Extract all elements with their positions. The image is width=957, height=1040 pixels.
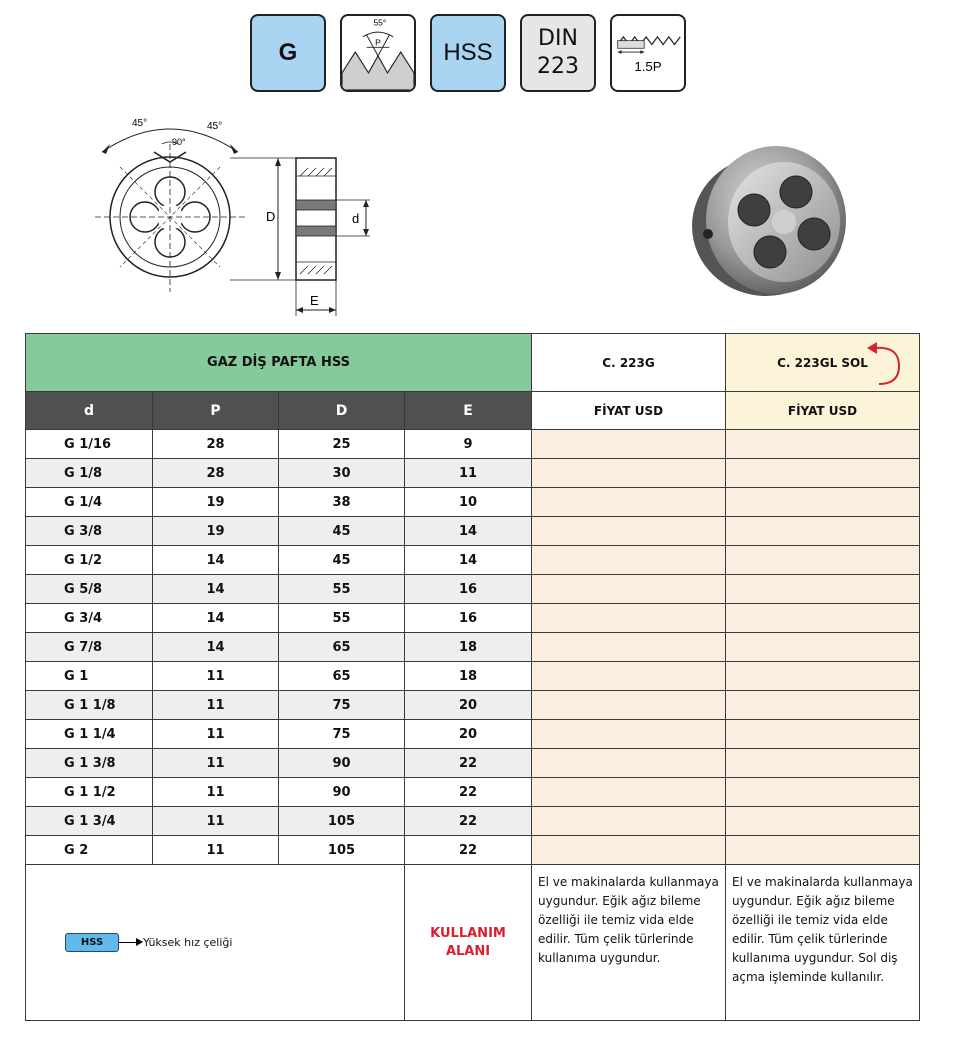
price-cell-1 — [532, 778, 726, 807]
table-row — [26, 430, 920, 459]
table-row — [26, 836, 920, 865]
cell-d: G 1 1/8 — [26, 691, 153, 720]
cell-p: 14 — [153, 604, 279, 633]
cell-e: 16 — [405, 575, 532, 604]
cell-e: 22 — [405, 836, 532, 865]
chamfer-icon — [612, 14, 684, 92]
angle-left-label: 45° — [132, 118, 148, 129]
price-cell-1 — [532, 517, 726, 546]
pitch-label: 1.5P — [634, 59, 662, 74]
table-row — [26, 517, 920, 546]
angle-top-label: 90° — [172, 137, 186, 147]
cell-d: G 1/2 — [26, 546, 153, 575]
col-header-p: P — [153, 392, 279, 430]
cell-D: 90 — [279, 749, 405, 778]
cell-D: 25 — [279, 430, 405, 459]
cell-d: G 1 1/2 — [26, 778, 153, 807]
price-cell-2 — [726, 604, 920, 633]
cell-p: 19 — [153, 517, 279, 546]
technical-drawing — [90, 114, 380, 319]
table-row — [26, 749, 920, 778]
table-row — [26, 691, 920, 720]
thread-profile-icon — [342, 14, 414, 92]
standard-line-2: 223 — [537, 54, 579, 79]
cell-D: 65 — [279, 633, 405, 662]
cell-D: 55 — [279, 604, 405, 633]
material-label: HSS — [443, 39, 493, 66]
hss-legend — [27, 933, 403, 952]
cell-p: 14 — [153, 633, 279, 662]
table-row — [26, 488, 920, 517]
cell-e: 14 — [405, 546, 532, 575]
table-row — [26, 662, 920, 691]
cell-p: 19 — [153, 488, 279, 517]
cell-D: 105 — [279, 836, 405, 865]
cell-d: G 1/8 — [26, 459, 153, 488]
cell-p: 14 — [153, 575, 279, 604]
cell-e: 22 — [405, 749, 532, 778]
cell-e: 11 — [405, 459, 532, 488]
price-cell-1 — [532, 546, 726, 575]
cell-e: 22 — [405, 807, 532, 836]
price-cell-1 — [532, 575, 726, 604]
usage-area-label — [405, 865, 532, 1021]
product-table — [25, 333, 920, 1021]
cell-d: G 1 — [26, 662, 153, 691]
table-row — [26, 575, 920, 604]
angle-text: 55° — [373, 17, 387, 28]
cell-e: 16 — [405, 604, 532, 633]
cell-d: G 1 1/4 — [26, 720, 153, 749]
cell-d: G 1/16 — [26, 430, 153, 459]
cell-e: 18 — [405, 633, 532, 662]
col-header-c223gl-label: C. 223GL SOL — [777, 355, 868, 370]
cell-e: 22 — [405, 778, 532, 807]
price-cell-1 — [532, 488, 726, 517]
right-arrow-icon — [119, 942, 141, 943]
col-header-D: D — [279, 392, 405, 430]
description-c223gl: El ve makinalarda kullanmaya uygundur. Eğik ağız bileme özelliği ile temiz vida elde edilir. Tüm çelik türlerinde kullanıma uygundur. Sol diş açma işleminde kullanılır. — [726, 865, 920, 1021]
left-rotation-arrow-icon — [861, 338, 905, 388]
cell-e: 9 — [405, 430, 532, 459]
footer-row — [26, 865, 920, 1021]
cell-D: 45 — [279, 546, 405, 575]
cell-d: G 5/8 — [26, 575, 153, 604]
cell-p: 28 — [153, 459, 279, 488]
price-cell-2 — [726, 430, 920, 459]
cell-e: 18 — [405, 662, 532, 691]
cell-D: 90 — [279, 778, 405, 807]
pitch-symbol: P — [375, 37, 381, 48]
price-cell-1 — [532, 807, 726, 836]
table-row — [26, 720, 920, 749]
price-cell-1 — [532, 430, 726, 459]
price-cell-2 — [726, 459, 920, 488]
thread-angle-badge — [340, 14, 416, 92]
col-header-c223gl — [726, 334, 920, 392]
cell-e: 10 — [405, 488, 532, 517]
table-row — [26, 778, 920, 807]
price-cell-1 — [532, 459, 726, 488]
price-cell-1 — [532, 720, 726, 749]
price-cell-1 — [532, 662, 726, 691]
cell-d: G 3/8 — [26, 517, 153, 546]
price-header-1: FİYAT USD — [532, 392, 726, 430]
cell-d: G 3/4 — [26, 604, 153, 633]
table-row — [26, 546, 920, 575]
cell-p: 11 — [153, 691, 279, 720]
price-cell-2 — [726, 662, 920, 691]
price-cell-1 — [532, 749, 726, 778]
table-row — [26, 807, 920, 836]
price-cell-2 — [726, 633, 920, 662]
cell-p: 11 — [153, 836, 279, 865]
cell-D: 38 — [279, 488, 405, 517]
price-cell-2 — [726, 691, 920, 720]
cell-p: 11 — [153, 778, 279, 807]
table-row — [26, 459, 920, 488]
price-cell-2 — [726, 807, 920, 836]
price-header-2: FİYAT USD — [726, 392, 920, 430]
cell-D: 30 — [279, 459, 405, 488]
cell-d: G 1 3/4 — [26, 807, 153, 836]
cell-D: 45 — [279, 517, 405, 546]
cell-D: 75 — [279, 691, 405, 720]
price-cell-1 — [532, 836, 726, 865]
col-header-c223g: C. 223G — [532, 334, 726, 392]
price-cell-2 — [726, 778, 920, 807]
cell-D: 65 — [279, 662, 405, 691]
price-cell-1 — [532, 604, 726, 633]
material-badge — [430, 14, 506, 92]
table-row — [26, 604, 920, 633]
col-header-d: d — [26, 392, 153, 430]
cell-e: 14 — [405, 517, 532, 546]
thread-type-badge — [250, 14, 326, 92]
cell-p: 11 — [153, 807, 279, 836]
cell-d: G 7/8 — [26, 633, 153, 662]
chamfer-badge — [610, 14, 686, 92]
cell-e: 20 — [405, 691, 532, 720]
cell-D: 55 — [279, 575, 405, 604]
dim-E-label: E — [310, 293, 319, 308]
price-cell-2 — [726, 517, 920, 546]
product-photo — [688, 134, 858, 304]
legend-tag: HSS — [65, 933, 119, 952]
price-cell-2 — [726, 488, 920, 517]
price-cell-2 — [726, 546, 920, 575]
price-cell-2 — [726, 749, 920, 778]
cell-e: 20 — [405, 720, 532, 749]
cell-p: 11 — [153, 749, 279, 778]
table-row — [26, 633, 920, 662]
cell-p: 28 — [153, 430, 279, 459]
cell-D: 105 — [279, 807, 405, 836]
cell-d: G 2 — [26, 836, 153, 865]
angle-right-label: 45° — [207, 121, 223, 132]
table-title: GAZ DİŞ PAFTA HSS — [26, 334, 532, 392]
price-cell-2 — [726, 575, 920, 604]
usage-line-1: KULLANIM — [430, 925, 506, 941]
cell-d: G 1/4 — [26, 488, 153, 517]
dim-D-label: D — [266, 209, 276, 224]
spec-icons — [250, 14, 686, 96]
price-cell-1 — [532, 691, 726, 720]
cell-D: 75 — [279, 720, 405, 749]
standard-line-1: DIN — [538, 26, 578, 51]
legend-text: Yüksek hız çeliği — [143, 936, 233, 949]
price-cell-1 — [532, 633, 726, 662]
cell-p: 11 — [153, 662, 279, 691]
cell-d: G 1 3/8 — [26, 749, 153, 778]
thread-type-label: G — [278, 39, 298, 66]
standard-badge — [520, 14, 596, 92]
cell-p: 11 — [153, 720, 279, 749]
price-cell-2 — [726, 836, 920, 865]
dim-d-label: d — [352, 211, 360, 226]
legend-cell — [26, 865, 405, 1021]
col-header-e: E — [405, 392, 532, 430]
price-cell-2 — [726, 720, 920, 749]
description-c223g: El ve makinalarda kullanmaya uygundur. Eğik ağız bileme özelliği ile temiz vida elde edilir. Tüm çelik türlerinde kullanıma uygundur. — [532, 865, 726, 1021]
usage-line-2: ALANI — [445, 943, 491, 959]
cell-p: 14 — [153, 546, 279, 575]
